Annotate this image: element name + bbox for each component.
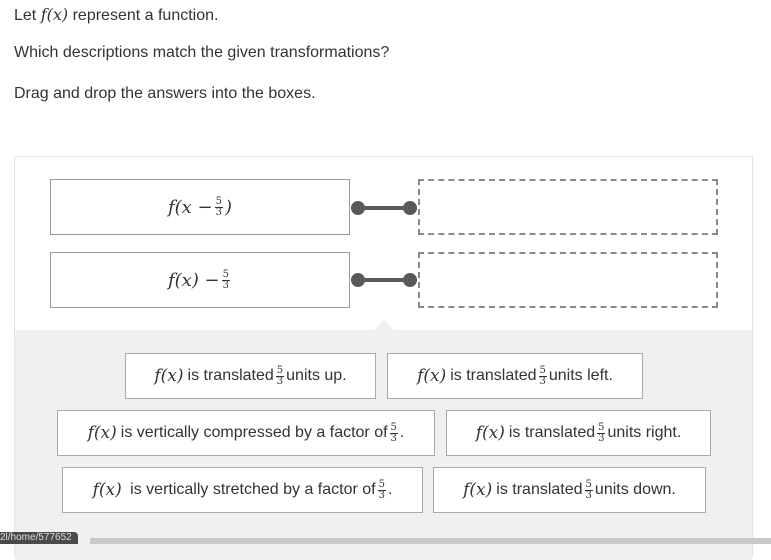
fraction: $\frac{5}{3}$ xyxy=(215,195,222,218)
fraction: $\frac{5}{3}$ xyxy=(390,421,397,444)
connector-1 xyxy=(351,201,417,215)
connector-2 xyxy=(351,273,417,287)
connector-dot-left xyxy=(351,201,365,215)
target-expression-2 xyxy=(50,252,350,308)
drop-zone-2[interactable] xyxy=(418,252,718,308)
fraction: $\frac{5}{3}$ xyxy=(539,364,546,387)
answer-tile-compressed[interactable]: f(x) is vertically compressed by a factor of $\frac{5}{3}$ . xyxy=(57,410,435,456)
instructions: Drag and drop the answers into the boxes. xyxy=(14,85,316,102)
fraction: $\frac{5}{3}$ xyxy=(222,268,230,291)
target-expr-pre: (x − xyxy=(174,196,213,218)
intro-suffix: represent a function. xyxy=(72,7,219,24)
connector-dot-left xyxy=(351,273,365,287)
intro-function: f(x) xyxy=(40,5,69,24)
target-expr-post: ) xyxy=(225,196,233,218)
horizontal-scrollbar[interactable] xyxy=(90,538,771,544)
fraction: $\frac{5}{3}$ xyxy=(378,478,385,501)
answer-tray xyxy=(15,330,752,560)
matching-panel xyxy=(14,156,753,557)
intro-prefix: Let xyxy=(14,7,37,24)
drop-zone-1[interactable] xyxy=(418,179,718,235)
answer-tile-right[interactable]: f(x) is translated $\frac{5}{3}$ units right. xyxy=(446,410,711,456)
intro-text xyxy=(14,5,218,25)
answer-tile-up[interactable]: f(x) is translated $\frac{5}{3}$ units up. xyxy=(125,353,376,399)
question-prompt: Which descriptions match the given transformations? xyxy=(14,44,390,61)
connector-dot-right xyxy=(403,201,417,215)
fraction: $\frac{5}{3}$ xyxy=(598,421,605,444)
target-expression-1 xyxy=(50,179,350,235)
fraction: $\frac{5}{3}$ xyxy=(276,364,284,387)
answer-tile-left[interactable]: f(x) is translated $\frac{5}{3}$ units left. xyxy=(387,353,643,399)
connector-dot-right xyxy=(403,273,417,287)
fraction: $\frac{5}{3}$ xyxy=(585,478,592,501)
target-func: f xyxy=(167,269,175,291)
target-func: f xyxy=(167,196,175,218)
status-url: 2l/home/577652 xyxy=(0,532,78,544)
target-expr-pre: (x) − xyxy=(174,269,220,291)
answer-tile-down[interactable]: f(x) is translated $\frac{5}{3}$ units down. xyxy=(433,467,706,513)
answer-tile-stretched[interactable]: f(x) is vertically stretched by a factor of $\frac{5}{3}$ . xyxy=(62,467,423,513)
